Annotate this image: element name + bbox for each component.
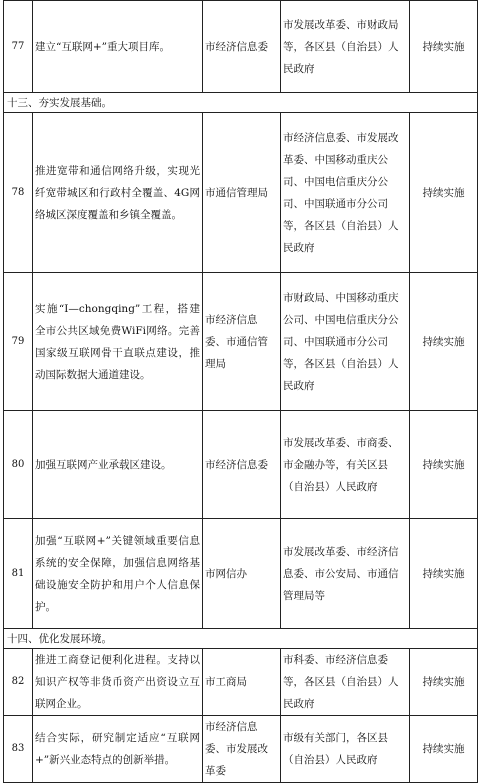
implementation-status: 持续实施 xyxy=(410,273,478,411)
partner-units: 市发展改革委、市财政局等，各区县（自治县）人民政府 xyxy=(281,1,410,93)
item-number: 79 xyxy=(4,273,33,411)
lead-unit: 市经济信息委、市通信管理局 xyxy=(203,273,281,411)
lead-unit: 市经济信息委 xyxy=(203,1,281,93)
lead-unit: 市经济信息委 xyxy=(203,411,281,519)
implementation-status: 持续实施 xyxy=(410,113,478,273)
table-row xyxy=(4,411,478,519)
section-heading-row xyxy=(4,93,478,113)
section-heading: 十三、夯实发展基础。 xyxy=(4,93,478,113)
task-description: 建立“互联网+”重大项目库。 xyxy=(33,1,203,93)
item-number: 80 xyxy=(4,411,33,519)
task-description: 结合实际，研究制定适应“互联网+”新兴业态特点的创新举措。 xyxy=(33,716,203,783)
task-table xyxy=(3,0,478,783)
partner-units: 市发展改革委、市商委、市金融办等，有关区县（自治县）人民政府 xyxy=(281,411,410,519)
section-heading: 十四、优化发展环境。 xyxy=(4,629,478,649)
table-row xyxy=(4,519,478,629)
lead-unit: 市网信办 xyxy=(203,519,281,629)
item-number: 81 xyxy=(4,519,33,629)
lead-unit: 市经济信息委、市发展改革委 xyxy=(203,716,281,783)
implementation-status: 持续实施 xyxy=(410,519,478,629)
partner-units: 市科委、市经济信息委等，各区县（自治县）人民政府 xyxy=(281,649,410,716)
task-description: 加强互联网产业承载区建设。 xyxy=(33,411,203,519)
lead-unit: 市通信管理局 xyxy=(203,113,281,273)
partner-units: 市级有关部门，各区县（自治县）人民政府 xyxy=(281,716,410,783)
partner-units: 市发展改革委、市经济信息委、市公安局、市通信管理局等 xyxy=(281,519,410,629)
partner-units: 市经济信息委、市发展改革委、中国移动重庆公司、中国电信重庆分公司、中国联通市分公司等，各区县（自治县）人民政府 xyxy=(281,113,410,273)
task-description: 加强“互联网+”关键领域重要信息系统的安全保障，加强信息网络基础设施安全防护和用户个人信息保护。 xyxy=(33,519,203,629)
implementation-status: 持续实施 xyxy=(410,1,478,93)
item-number: 83 xyxy=(4,716,33,783)
task-table-body xyxy=(4,1,478,783)
item-number: 77 xyxy=(4,1,33,93)
task-description: 推进宽带和通信网络升级，实现光纤宽带城区和行政村全覆盖、4G网络城区深度覆盖和乡镇全覆盖。 xyxy=(33,113,203,273)
item-number: 78 xyxy=(4,113,33,273)
table-row xyxy=(4,1,478,93)
task-description: 推进工商登记便利化进程。支持以知识产权等非货币资产出资设立互联网企业。 xyxy=(33,649,203,716)
table-row xyxy=(4,113,478,273)
item-number: 82 xyxy=(4,649,33,716)
table-row xyxy=(4,716,478,783)
implementation-status: 持续实施 xyxy=(410,716,478,783)
table-row xyxy=(4,649,478,716)
implementation-status: 持续实施 xyxy=(410,411,478,519)
section-heading-row xyxy=(4,629,478,649)
table-row xyxy=(4,273,478,411)
task-description: 实施“I—chongqing”工程，搭建全市公共区域免费WiFi网络。完善国家级互联网骨干直联点建设，推动国际数据大通道建设。 xyxy=(33,273,203,411)
lead-unit: 市工商局 xyxy=(203,649,281,716)
implementation-status: 持续实施 xyxy=(410,649,478,716)
partner-units: 市财政局、中国移动重庆公司、中国电信重庆分公司、中国联通市分公司等，各区县（自治县）人民政府 xyxy=(281,273,410,411)
